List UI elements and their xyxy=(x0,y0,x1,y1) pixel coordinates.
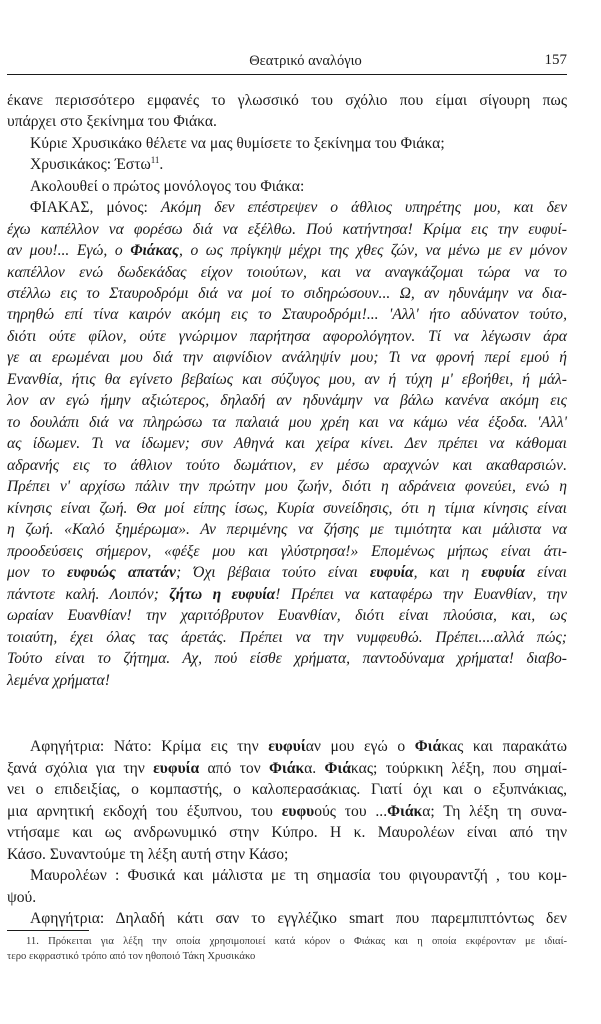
speaker-label: ΦΙΑΚΑΣ, μόνος: xyxy=(30,199,161,216)
question-line: Κύριε Χρυσικάκο θέλετε να μας θυμίσετε το ξεκίνημα του Φιάκα; xyxy=(30,135,445,152)
text-span: αν μου εγώ ο xyxy=(305,738,415,755)
monologue-line: Τούτο είναι το ζήτημα. Αχ, πού είσθε χρήματα, παντοδύναμα χρήματα! διαβο- xyxy=(7,650,567,667)
emphasis: Φιάκ xyxy=(387,803,423,820)
text-span: , και η xyxy=(413,564,482,581)
text-span: ξανά σχόλια για την xyxy=(7,760,154,777)
emphasis: ευφυώς απατάν xyxy=(66,564,176,581)
monologue-line: στέλλω εις το Σταυροδρόμι διά να μοί το σιδηρώσουν... Ω, αν ηδυνάμην να δια- xyxy=(7,285,567,302)
text-span: κας; τούρκικη λέξη, που σημαί- xyxy=(350,760,568,777)
monologue-line: Εvανθία, ήτις θα εγίνετο βεβαίως και σύζυγος μου, αν ή τύχη μ' εβοήθει, ή μάλ- xyxy=(7,371,567,388)
monologue-text: Ακόμη δεν επέστρεψεν ο άθλιος υπηρέτης μου, και δεν xyxy=(160,199,567,216)
monologue-line xyxy=(30,197,567,218)
monologue-line: Πρέπει ν' αρχίσω πάλιν την πρώτην μου ζωήν, διότι η αδράνεια φονεύει, ενώ η xyxy=(7,478,567,495)
narrator-line xyxy=(7,801,567,822)
mavroleon-line: Μαυρολέων : Φυσικά και μάλιστα με τη σημασία του φιγουραντζή , του κομ- xyxy=(30,867,567,884)
narrator-line: Κάσο. Συναντούμε τη λέξη αυτή στην Κάσο; xyxy=(7,846,289,863)
emphasis: Φιά xyxy=(324,760,351,777)
monologue-line: τηρηθώ επί τίνα καιρόν ακόμη εις το Σταυροδρόμι!... 'Αλλ' ήτο αδύνατον τούτο, xyxy=(7,306,567,323)
monologue-line: λον αν εγώ ήμην αξιώτερος, δηλαδή αν ηδυνάμην να βάλω κανένα ακόμη εις xyxy=(7,392,567,409)
monologue-line: διότι ούτε φίλον, ούτε γνώριμον παρήτησα αφορολόγητον. Τί να λέγωσιν άρα xyxy=(7,328,567,345)
text-span: είναι xyxy=(525,564,567,581)
emphasis: Φιά xyxy=(414,738,442,755)
monologue-line: τοιαύτη, έχει όλας τας άρετάς. Πρέπει να την νυμφευθώ. Πρέπει....αλλά πώς; xyxy=(7,629,567,646)
running-title: Θεατρικό αναλόγιο xyxy=(249,53,362,69)
page-number: 157 xyxy=(544,52,567,68)
narrator-line: νει ο επιδειξίας, ο κομπαστής, ο καλοπερασάκιας. Γιατί όχι και ο εξυπνάκιας, xyxy=(7,781,567,798)
monologue-line: έχω καπέλλον να φορέσω διά να εξέλθω. Πού κατήντησα! Κρίμα εις την ευφυί- xyxy=(7,221,567,238)
text-span: Αφηγήτρια: Νάτο: Κρίμα εις την xyxy=(30,738,269,755)
monologue-line: το δουλάπι διά να πληρώσω τα παλαιά μου χρέη και να κάμω νέα έξοδα. 'Αλλ' xyxy=(7,414,567,431)
narrator-line: ντήσαμε και ως ανδρωνυμικό στην Κύπρο. Η κ. Μαυρολέων είναι από την xyxy=(7,824,567,841)
narrator-line: Αφηγήτρια: Δηλαδή κάτι σαν το εγγλέζικο smart που παρεμπιπτόντως δεν xyxy=(30,910,567,927)
monologue-line xyxy=(7,240,567,261)
text-span: ! Πρέπει να καταφέρω την Ευανθίαν, την xyxy=(275,586,567,603)
monologue-line: η ζωή. «Καλό ξημέρωμα». Αν περιμένης να ζήσης με τιμιότητα και μάλιστα να xyxy=(7,521,567,538)
speaker-text: Χρυσικάκος: Έστω xyxy=(30,156,151,173)
monologue-line: αδρανής εις το άθλιον τούτο δωμάτιον, εν μέσω αραχνών και ακαθαρσιών. xyxy=(7,457,567,474)
speaker-line xyxy=(30,154,567,175)
emphasis: ευφυία xyxy=(153,760,200,777)
emphasis: ευφυία xyxy=(481,564,526,581)
header-rule xyxy=(7,74,567,75)
monologue-line: ωραίαν Ευανθίαν! την χαριτόβρυτον Ευανθίαν, διότι είναι πλούσια, και, ως xyxy=(7,607,567,624)
intro-line: Ακολουθεί ο πρώτος μονόλογος του Φιάκα: xyxy=(30,178,305,195)
emphasis: ευφυ xyxy=(281,803,315,820)
emphasis: Φιάκ xyxy=(268,760,305,777)
text-span: α; Τη λέξη τη συνα- xyxy=(422,803,567,820)
text-span: ; Όχι βέβαια τούτο είναι xyxy=(175,564,370,581)
narrator-line xyxy=(30,736,567,757)
emphasis: ευφυία xyxy=(369,564,414,581)
text-span: κας και παρακάτω xyxy=(441,738,567,755)
text-span: , ο ως πρίγκηψ μέχρι της χθες ζών, να μένω με εν μόνον xyxy=(179,242,567,259)
monologue-line xyxy=(7,584,567,605)
text-span: ούς του ... xyxy=(314,803,388,820)
monologue-line: γε αι ερωμέναι μου διά την αιφνίδιον ανάληψίν μου; Τι να φρονή περί εμού ή xyxy=(7,349,567,366)
monologue-line: λεμένα χρήματα! xyxy=(7,672,110,689)
text-span: α. xyxy=(304,760,325,777)
monologue-line: ας ίδωμεν. Τι να ίδωμεν; συν Αθηνά και χείρα κίνει. Δεν πρέπει να κάθομαι xyxy=(7,435,567,452)
monologue-line: κίνησις είναι ζωή. Θα μοί είπης ίσως, Κυρία συνείδησις, ότι η τίμια κίνησις είναι xyxy=(7,500,567,517)
footnote-rule xyxy=(7,930,89,931)
text-span: από τον xyxy=(199,760,269,777)
narrator-line xyxy=(7,758,567,779)
monologue-line: καπέλλον ενώ δωδεκάδας είχον τοιούτων, και να αναγκάζομαι τώρα να το xyxy=(7,264,567,281)
emphasis: ευφυί xyxy=(268,738,306,755)
text-span: μια αρνητική εκδοχή του έξυπνου, του xyxy=(7,803,282,820)
text-span: αν μου!... Εγώ, ο xyxy=(7,242,131,259)
monologue-line xyxy=(7,562,567,583)
mavroleon-line: ψού. xyxy=(7,889,37,906)
punct: . xyxy=(159,156,164,173)
emphasis: ζήτω η ευφυία xyxy=(169,586,276,603)
footnote-line: 11. Πρόκειται για λέξη την οποία χρησιμοποιεί κατά κόρον ο Φιάκας και η οποία εκφέρονταν με ιδιαί- xyxy=(26,936,567,947)
paragraph-line: υπάρχει στο ξεκίνημα του Φιάκα. xyxy=(7,113,217,130)
footnote-line: τερο εκφραστικό τρόπο από τον ηθοποιό Τάκη Χρυσικάκο xyxy=(7,951,256,962)
emphasis: Φιάκας xyxy=(130,242,180,259)
paragraph-line: έκανε περισσότερο εμφανές το γλωσσικό του σχόλιο που είμαι σίγουρη πως xyxy=(7,92,567,109)
monologue-line: προοδεύσεις σήμερον, «φέξε μου και γλύστρησα!» Επομένως μήπως είναι άτι- xyxy=(7,543,567,560)
text-span: μον το xyxy=(7,564,67,581)
text-span: πάντοτε καλή. Λοιπόν; xyxy=(7,586,170,603)
footnote-ref[interactable]: 11 xyxy=(150,154,160,165)
